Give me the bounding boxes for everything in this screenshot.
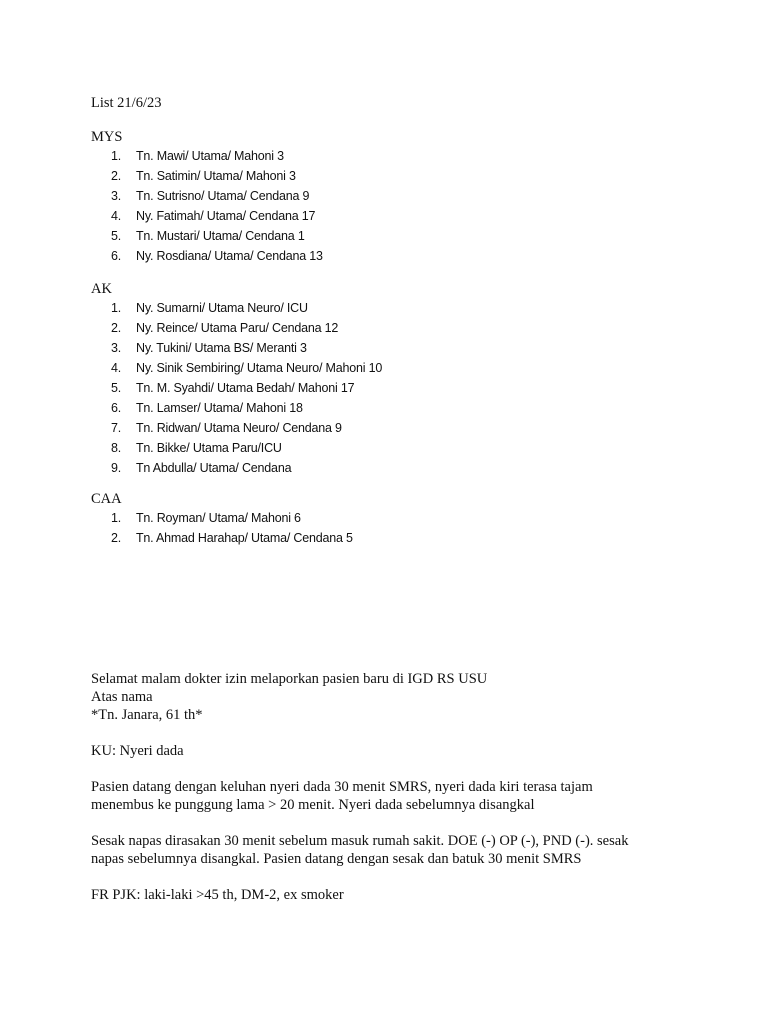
item-number: 2. — [111, 169, 122, 183]
item-number: 2. — [111, 531, 122, 545]
item-text: Tn. Mawi/ Utama/ Mahoni 3 — [136, 149, 284, 163]
report-complaint: KU: Nyeri dada — [91, 743, 184, 759]
paragraph-gap — [91, 868, 691, 886]
list-item — [91, 458, 382, 478]
document-title: List 21/6/23 — [91, 95, 162, 111]
list-item — [91, 318, 382, 338]
item-number: 6. — [111, 249, 122, 263]
paragraph-gap — [91, 814, 691, 832]
list-item — [91, 146, 323, 166]
report-history-line: menembus ke punggung lama > 20 menit. Nyeri dada sebelumnya disangkal — [91, 797, 535, 813]
paragraph-gap — [91, 724, 691, 742]
item-number: 5. — [111, 381, 122, 395]
list-item — [91, 438, 382, 458]
item-text: Tn. Bikke/ Utama Paru/ICU — [136, 441, 282, 455]
section-label: CAA — [91, 491, 122, 507]
report-patient: *Tn. Janara, 61 th* — [91, 707, 203, 723]
item-text: Tn. Mustari/ Utama/ Cendana 1 — [136, 229, 305, 243]
list-item — [91, 206, 323, 226]
item-text: Ny. Sinik Sembiring/ Utama Neuro/ Mahoni 10 — [136, 361, 383, 375]
item-number: 2. — [111, 321, 122, 335]
item-number: 1. — [111, 511, 122, 525]
patient-list — [91, 298, 382, 478]
list-item — [91, 186, 323, 206]
patient-list — [91, 146, 323, 266]
item-text: Tn. Lamser/ Utama/ Mahoni 18 — [136, 401, 303, 415]
list-item — [91, 418, 382, 438]
list-item — [91, 358, 382, 378]
list-item — [91, 226, 323, 246]
item-number: 7. — [111, 421, 122, 435]
item-text: Ny. Reince/ Utama Paru/ Cendana 12 — [136, 321, 339, 335]
list-item — [91, 166, 323, 186]
item-number: 3. — [111, 341, 122, 355]
item-text: Ny. Tukini/ Utama BS/ Meranti 3 — [136, 341, 307, 355]
list-item — [91, 246, 323, 266]
report-history-line: napas sebelumnya disangkal. Pasien datang dengan sesak dan batuk 30 menit SMRS — [91, 851, 582, 867]
item-text: Tn Abdulla/ Utama/ Cendana — [136, 461, 292, 475]
patient-report — [91, 670, 691, 904]
item-text: Tn. Sutrisno/ Utama/ Cendana 9 — [136, 189, 310, 203]
report-risk-factors: FR PJK: laki-laki >45 th, DM-2, ex smoker — [91, 887, 344, 903]
patient-list — [91, 508, 353, 548]
item-text: Tn. M. Syahdi/ Utama Bedah/ Mahoni 17 — [136, 381, 355, 395]
item-number: 9. — [111, 461, 122, 475]
item-number: 4. — [111, 361, 122, 375]
report-history-line: Sesak napas dirasakan 30 menit sebelum masuk rumah sakit. DOE (-) OP (-), PND (-). sesak — [91, 833, 629, 849]
item-number: 3. — [111, 189, 122, 203]
item-text: Ny. Sumarni/ Utama Neuro/ ICU — [136, 301, 308, 315]
item-number: 1. — [111, 149, 122, 163]
item-text: Ny. Rosdiana/ Utama/ Cendana 13 — [136, 249, 323, 263]
list-item — [91, 298, 382, 318]
section-label: MYS — [91, 129, 123, 145]
report-name-label: Atas nama — [91, 689, 153, 705]
report-greeting: Selamat malam dokter izin melaporkan pasien baru di IGD RS USU — [91, 671, 488, 687]
item-text: Tn. Ridwan/ Utama Neuro/ Cendana 9 — [136, 421, 342, 435]
list-item — [91, 508, 353, 528]
section-ak — [91, 280, 382, 478]
list-item — [91, 528, 353, 548]
item-text: Tn. Satimin/ Utama/ Mahoni 3 — [136, 169, 296, 183]
item-text: Ny. Fatimah/ Utama/ Cendana 17 — [136, 209, 316, 223]
report-history-line: Pasien datang dengan keluhan nyeri dada 30 menit SMRS, nyeri dada kiri terasa tajam — [91, 779, 593, 795]
list-item — [91, 338, 382, 358]
item-number: 5. — [111, 229, 122, 243]
item-number: 6. — [111, 401, 122, 415]
item-text: Tn. Royman/ Utama/ Mahoni 6 — [136, 511, 301, 525]
list-item — [91, 378, 382, 398]
item-number: 8. — [111, 441, 122, 455]
paragraph-gap — [91, 760, 691, 778]
item-number: 4. — [111, 209, 122, 223]
item-text: Tn. Ahmad Harahap/ Utama/ Cendana 5 — [136, 531, 353, 545]
section-mys — [91, 128, 323, 266]
section-caa — [91, 490, 353, 548]
list-item — [91, 398, 382, 418]
section-label: AK — [91, 281, 112, 297]
item-number: 1. — [111, 301, 122, 315]
